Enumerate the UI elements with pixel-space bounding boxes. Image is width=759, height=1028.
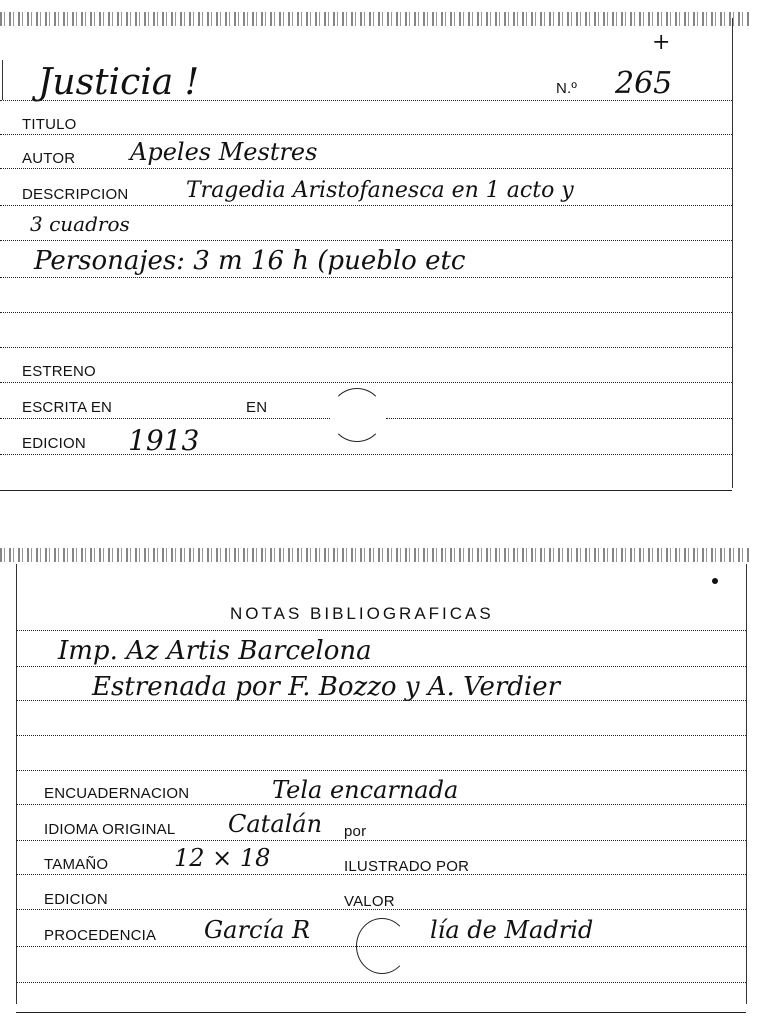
value-descripcion-line2: 3 cuadros	[30, 212, 130, 236]
rule-line	[16, 666, 746, 667]
rule-line	[0, 240, 732, 241]
scan-noise-top	[0, 12, 751, 26]
rule-line	[0, 312, 732, 313]
label-estreno: ESTRENO	[22, 363, 96, 380]
catalog-card-bottom	[0, 540, 759, 1028]
rule-line	[0, 382, 732, 383]
value-descripcion-line1: Tragedia Aristofanesca en 1 acto y	[186, 178, 574, 203]
label-autor: AUTOR	[22, 150, 76, 167]
label-tamano: TAMAÑO	[44, 856, 109, 873]
value-personajes: Personajes: 3 m 16 h (pueblo etc	[34, 246, 466, 276]
card-bottom-edge	[16, 1012, 746, 1013]
label-escrita-en: ESCRITA EN	[22, 399, 113, 416]
card-right-border	[732, 18, 733, 488]
card-right-border	[746, 564, 747, 1004]
label-encuadernacion: ENCUADERNACION	[44, 785, 190, 802]
rule-line	[0, 168, 732, 169]
card-number: 265	[615, 66, 673, 101]
number-label: N.º	[556, 80, 578, 97]
notes-line2: Estrenada por F. Bozzo y A. Verdier	[92, 672, 561, 702]
rule-line	[0, 134, 732, 135]
card-left-mark	[2, 60, 3, 100]
rule-line	[16, 840, 746, 841]
label-en: EN	[246, 399, 268, 416]
value-edicion: 1913	[128, 424, 200, 457]
rule-line	[16, 804, 746, 805]
value-tamano: 12 × 18	[174, 844, 271, 872]
value-autor: Apeles Mestres	[130, 138, 318, 166]
rule-line	[0, 100, 732, 101]
label-edicion-2: EDICION	[44, 891, 108, 908]
ink-dot	[712, 578, 718, 584]
heading-notas: NOTAS BIBLIOGRAFICAS	[230, 604, 494, 623]
label-descripcion: DESCRIPCION	[22, 186, 129, 203]
value-procedencia-a: García R	[204, 916, 311, 944]
rule-line	[0, 418, 330, 419]
label-por: por	[344, 823, 367, 840]
rule-line	[16, 735, 746, 736]
label-idioma-original: IDIOMA ORIGINAL	[44, 821, 176, 838]
rule-line	[16, 982, 746, 983]
card-bottom-edge	[0, 490, 732, 491]
notes-line1: Imp. Az Artis Barcelona	[58, 636, 372, 666]
cross-mark: +	[652, 30, 671, 55]
label-ilustrado-por: ILUSTRADO POR	[344, 858, 470, 875]
rule-line	[16, 874, 746, 875]
rule-line	[0, 205, 732, 206]
rule-line	[0, 347, 732, 348]
handwritten-title: Justicia !	[38, 62, 200, 103]
rule-line	[16, 909, 746, 910]
value-procedencia-b: lía de Madrid	[430, 916, 594, 944]
label-procedencia: PROCEDENCIA	[44, 927, 157, 944]
rule-line	[16, 630, 746, 631]
rule-line	[0, 454, 732, 455]
rule-line	[16, 700, 746, 701]
rule-line	[386, 418, 732, 419]
rule-line	[0, 277, 732, 278]
label-edicion: EDICION	[22, 435, 86, 452]
value-encuadernacion: Tela encarnada	[272, 776, 459, 804]
label-titulo: TITULO	[22, 116, 77, 133]
label-valor: VALOR	[344, 893, 395, 910]
rule-line	[16, 946, 746, 947]
value-idioma-original: Catalán	[228, 810, 323, 838]
scan-noise-bottom	[0, 548, 751, 562]
catalog-card-top	[0, 0, 759, 500]
rule-line	[16, 770, 746, 771]
punch-hole	[330, 388, 384, 442]
